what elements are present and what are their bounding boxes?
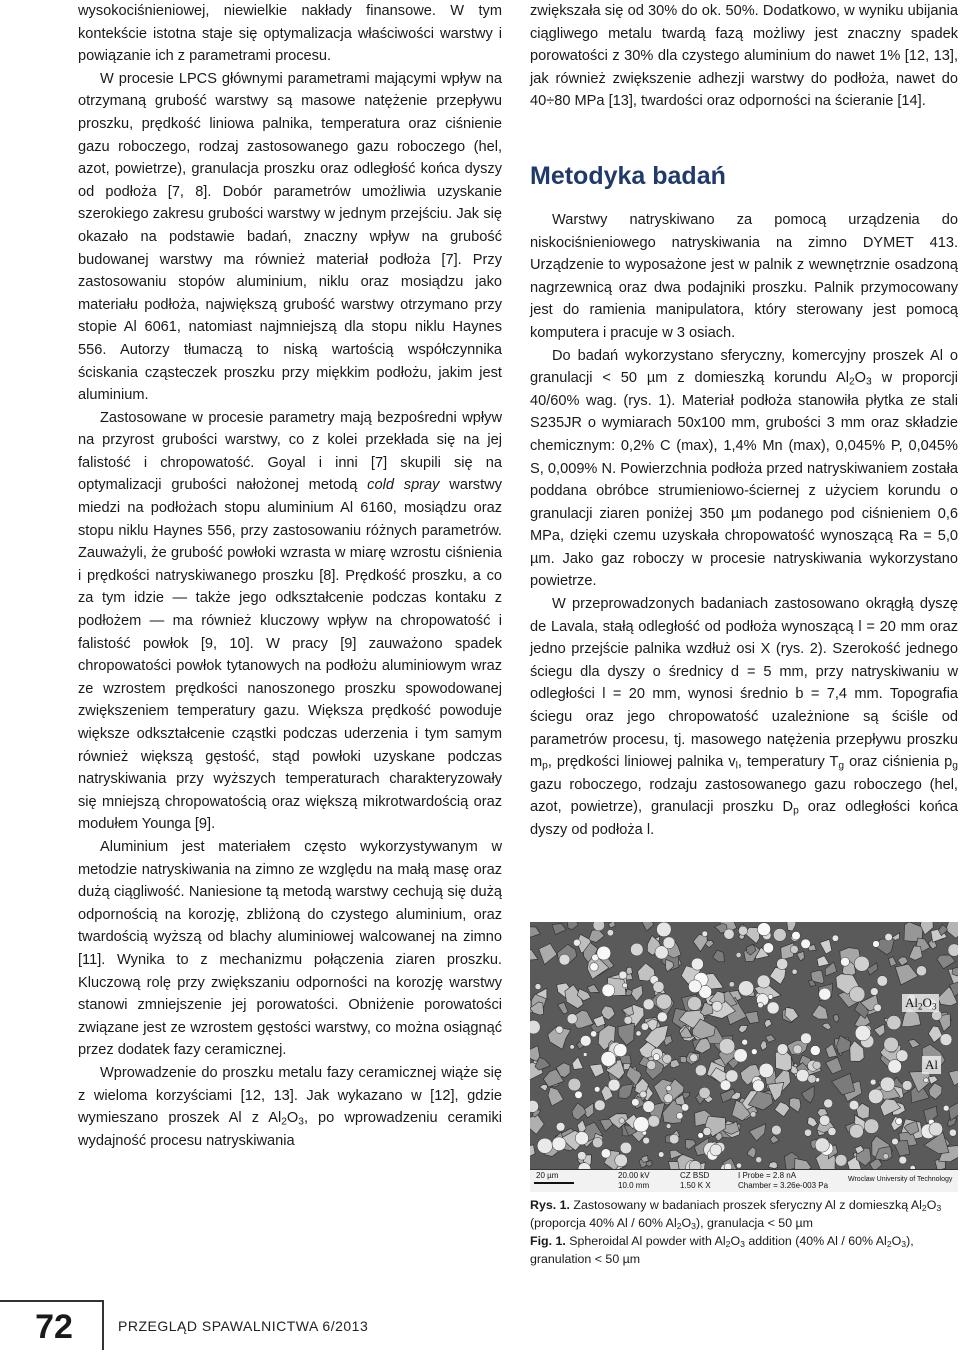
al-sphere	[763, 943, 773, 953]
detector-value: CZ BSD	[680, 1171, 710, 1180]
al-sphere	[924, 1078, 929, 1083]
al-sphere	[916, 966, 926, 976]
al-sphere	[658, 1152, 664, 1158]
al-sphere	[575, 1132, 588, 1145]
al-sphere	[854, 956, 869, 971]
section-heading: Metodyka badań	[530, 161, 726, 190]
al-sphere	[703, 1127, 711, 1135]
al-sphere	[607, 930, 613, 936]
al-sphere	[940, 1034, 952, 1046]
al-sphere	[619, 1118, 625, 1124]
al-sphere	[929, 1122, 943, 1136]
al-sphere	[868, 1089, 883, 1104]
al-sphere	[896, 1118, 903, 1125]
chamber-value: Chamber = 3.26e-003 Pa	[738, 1181, 829, 1190]
mag-value: 1.50 K X	[680, 1181, 711, 1190]
al-sphere	[666, 1085, 672, 1091]
al-sphere	[885, 933, 893, 941]
journal-name: PRZEGLĄD SPAWALNICTWA 6/2013	[118, 1318, 369, 1334]
wd-value: 10.0 mm	[618, 1181, 650, 1190]
al-sphere	[712, 1001, 722, 1011]
al-sphere	[772, 1125, 782, 1135]
al-sphere	[634, 1117, 649, 1132]
al-sphere	[724, 929, 734, 939]
al-sphere	[864, 1119, 879, 1134]
al-sphere	[756, 1157, 762, 1163]
al-sphere	[819, 988, 831, 1000]
al-sphere	[815, 1138, 829, 1152]
caption-en: Fig. 1. Spheroidal Al powder with $Al_2O_3$ addition (40% Al / 60% $Al_2O_3$), granulation < 50 µm	[530, 1234, 914, 1266]
al-sphere	[537, 1138, 552, 1153]
al-sphere	[664, 1094, 673, 1103]
al-sphere	[777, 958, 788, 969]
al-sphere	[575, 1091, 583, 1099]
paragraph: wysokociśnieniowej, niewielkie nakłady finansowe. W tym kontekście istotna staje się optymalizacja właściwości warstwy i powiązanie ich z parametrami procesu.	[78, 3, 502, 65]
al-sphere	[738, 981, 753, 996]
al-sphere	[777, 1044, 788, 1055]
al-sphere	[896, 1050, 908, 1062]
al-sphere	[636, 1031, 641, 1036]
al-sphere	[899, 1156, 907, 1164]
al-sphere	[883, 1154, 889, 1160]
scale-bar-label: 20 µm	[536, 1171, 559, 1180]
al-sphere	[602, 984, 615, 997]
label-al2o3: $Al_2O_3$	[902, 994, 939, 1012]
al-sphere	[855, 1025, 871, 1041]
al-sphere	[792, 931, 801, 940]
al-sphere	[590, 963, 598, 971]
al-sphere	[773, 928, 786, 941]
al-sphere	[884, 1037, 899, 1052]
al-sphere	[666, 1124, 671, 1129]
al-sphere	[656, 994, 671, 1009]
al-sphere	[736, 1163, 741, 1168]
al-sphere	[832, 935, 838, 941]
al-sphere	[624, 1016, 632, 1024]
sem-micrograph	[530, 922, 958, 1192]
al-sphere	[870, 1079, 876, 1085]
page-number: 72	[0, 1300, 104, 1350]
al-sphere	[849, 1100, 859, 1110]
right-column	[530, 0, 958, 842]
al-sphere	[819, 1115, 829, 1125]
al-sphere	[663, 937, 675, 949]
al-sphere	[619, 971, 627, 979]
paragraph: zwiększała się od 30% do ok. 50%. Dodatkowo, w wyniku ubijania ciągliwego metalu twardą fazą możliwy jest znaczny spadek porowatości z 30% dla czystego aluminium do nawet 1% [12, 13], jak również zwiększenie adhezji warstwy do podłoża, nawet do 40÷80 MPa [13], twardości oraz odporności na ścieranie [14].	[530, 3, 958, 110]
al-sphere	[835, 1154, 847, 1166]
al-sphere	[559, 954, 570, 965]
al-sphere	[643, 999, 654, 1010]
al-sphere	[601, 1149, 610, 1158]
hv-value: 20.00 kV	[618, 1171, 650, 1180]
probe-value: I Probe = 2.8 nA	[738, 1171, 797, 1180]
al-sphere	[753, 1080, 765, 1092]
al-sphere	[552, 1137, 566, 1151]
al-sphere	[751, 1049, 757, 1055]
al-sphere	[702, 931, 708, 937]
al-sphere	[676, 1113, 683, 1120]
al-sphere	[810, 1046, 820, 1056]
al-sphere	[801, 939, 811, 949]
paragraph: Zastosowane w procesie parametry mają bezpośredni wpływ na przyrost grubości warstwy, co z kolei przekłada się na jej falistość i chropowatość. Goyal i inni [7] skupili się na optymalizacji grubości nałożonej metodą cold spray warstwy miedzi na podłożach stopu aluminium Al 6160, mosiądzu oraz stopu niklu Haynes 556, przy zastosowaniu różnych parametrów. Zauważyli, że grubość powłoki wzrasta w miarę wzrostu ciśnienia i prędkości natryskiwanego proszku [8]. Prędkość proszku, a co za tym idzie — także jego odkształcenie podczas kontaku z podłożem — ma również kluczowy wpływ na chropowatość i falistość powłok [9, 10]. W pracy [9] zauważono spadek chropowatości powłok tytanowych na podłożu aluminiowym wraz ze wzrostem prędkości nanoszonego proszku spowodowanej zwiększeniem temperatury gazu. Większa prędkość powoduje większe odkształcenie cząstki podczas uderzenia i tym samym również większą gęstość, stąd powłoki uzyskane podczas natryskiwania przy wyższych temperaturach charakteryzowały się mniejszą chropowatością oraz większą mikrotwardością oraz modułem Younga [9].	[78, 409, 502, 833]
al-sphere	[793, 1045, 802, 1054]
al-sphere	[648, 1115, 660, 1127]
alumina-fragment	[680, 1056, 687, 1063]
al-sphere	[630, 943, 643, 956]
al-sphere	[757, 923, 770, 936]
al-sphere	[892, 1138, 899, 1145]
institution: Wroclaw University of Technology	[848, 1176, 953, 1183]
al-sphere	[729, 982, 734, 987]
al-sphere	[796, 1069, 809, 1082]
al-sphere	[887, 1015, 901, 1029]
al-sphere	[653, 1054, 660, 1061]
al-sphere	[880, 1077, 895, 1092]
al-sphere	[695, 1065, 706, 1076]
al-sphere	[949, 1129, 956, 1136]
al-sphere	[742, 1039, 748, 1045]
al-sphere	[792, 969, 797, 974]
label-al: Al	[922, 1056, 941, 1074]
al-sphere	[849, 987, 865, 1003]
al-sphere	[873, 941, 880, 948]
figure-caption	[530, 1196, 960, 1268]
al-sphere	[902, 1081, 912, 1091]
al-sphere	[556, 1122, 565, 1131]
al-sphere	[710, 1144, 722, 1156]
al-sphere	[801, 1033, 812, 1044]
al-sphere	[690, 1054, 698, 1062]
alumina-fragment	[769, 1162, 778, 1169]
al-sphere	[767, 1002, 779, 1014]
al-sphere	[591, 1031, 597, 1037]
al-sphere	[640, 1091, 647, 1098]
al-sphere	[759, 1063, 774, 1078]
al-sphere	[593, 922, 605, 931]
al-sphere	[568, 1078, 581, 1091]
al-sphere	[828, 1127, 836, 1135]
caption-pl: Rys. 1. Zastosowany w badaniach proszek sferyczny Al z domieszką $Al_2O_3$ (proporcja 40% Al / 60% $Al_2O_3$), granulacja < 50 µm	[530, 1198, 942, 1232]
al-sphere	[824, 1099, 833, 1108]
al-sphere	[643, 1101, 655, 1113]
al-sphere	[615, 1154, 628, 1167]
al-sphere	[620, 1142, 632, 1154]
al-sphere	[804, 1129, 811, 1136]
paragraph: W procesie LPCS głównymi parametrami mającymi wpływ na otrzymaną grubość warstwy są masowe natężenie przepływu proszku, prędkość liniowa palnika, temperatura oraz ciśnienie gazu roboczego, rodzaj zastosowanego gazu roboczego (hel, azot, powietrze), granulacja proszku oraz odległość końca dyszy od podłoża [7, 8]. Dobór parametrów umożliwia uzyskanie szerokiego zakresu grubości warstwy w jednym przejściu. Jak się okazało na podstawie badań, znaczny wpływ na grubość budowanej warstwy ma również materiał podłoża [7]. Przy zastosowaniu stopów aluminium, niklu oraz mosiądzu jako materiału podłoża, największą grubość warstwy otrzymano przy stopie Al 6061, natomiast najmniejszą dla stopu niklu Haynes 556. Autorzy tłumaczą to niską wartością współczynnika ściskania cząsteczek proszku przy miękkim podłożu, jakim jest aluminium.	[78, 70, 502, 404]
al-sphere	[698, 1133, 704, 1139]
al-sphere	[750, 1112, 756, 1118]
al-sphere	[657, 1012, 667, 1022]
al-sphere	[663, 1054, 672, 1063]
al-sphere	[719, 1038, 735, 1054]
al-sphere	[681, 1104, 688, 1111]
al-sphere	[657, 922, 672, 937]
al-sphere	[948, 944, 958, 957]
al-sphere	[808, 1075, 816, 1083]
al-sphere	[653, 981, 664, 992]
al-sphere	[578, 1152, 587, 1161]
al-sphere	[580, 1035, 591, 1046]
al-sphere	[877, 976, 888, 987]
al-sphere	[734, 1049, 748, 1063]
al-sphere	[720, 1080, 731, 1091]
emphasis: cold spray	[367, 477, 440, 494]
al-sphere	[870, 988, 878, 996]
al-sphere	[841, 957, 850, 966]
al-sphere	[641, 1023, 648, 1030]
al-sphere	[688, 980, 701, 993]
al-sphere	[736, 952, 741, 957]
al-sphere	[699, 1087, 710, 1098]
paragraph: Aluminium jest materiałem często wykorzystywanym w metodzie natryskiwania na zimno ze względu na małą masę oraz dużą ciągliwość. Naniesione tą metodą warstwy cechują się dużą odpornością na korozję, zbliżoną do czystego aluminium, oraz twardością wyższą od blachy aluminiowej walcowanej na zimno [11]. Wynika to z mechanizmu połączenia ziaren proszku. Kluczową rolę przy zwiększaniu odporności na korozję warstwy stanowi zmniejszenie jej porowatości. Obniżenie porowatości związane jest ze wzrostem gęstości warstwy, co można osiągnąć przez dodatek fazy ceramicznej.	[78, 838, 502, 1059]
al-sphere	[768, 994, 773, 999]
al-sphere	[647, 1061, 656, 1070]
paragraph: W przeprowadzonych badaniach zastosowano okrągłą dyszę de Lavala, stałą odległość od podłoża wynoszącą l = 20 mm oraz jedno przejście palnika wzdłuż osi X (rys. 2). Szerokość jednego ściegu dla dyszy o średnicy d = 5 mm, przy natryskiwaniu w odległości l = 20 mm, wynosi średnio b = 7,4 mm. Topografia ściegu oraz jego chropowatość uzależnione są ściśle od parametrów procesu, tj. masowego natężenia przepływu proszku $m_p$, prędkości liniowej palnika $v_l$, temperatury $T_g$ oraz ciśnienia $p_g$ gazu roboczego, rodzaju zastosowanego gazu roboczego (hel, azot, powietrze), granulacji proszku $D_p$ oraz odległości końca dyszy od podłoża l.	[530, 596, 958, 838]
paragraph: Wprowadzenie do proszku metalu fazy ceramicznej wiąże się z wieloma korzyściami [12, 13]. Jak wykazano w [12], gdzie wymieszano proszek Al z $Al_2O_3$, po wprowadzeniu ceramiki wydajność procesu natryskiwania	[78, 1064, 502, 1149]
al-sphere	[601, 1051, 616, 1066]
al-sphere	[594, 1100, 605, 1111]
sem-particles	[530, 922, 958, 1170]
al-sphere	[583, 1053, 587, 1057]
al-sphere	[874, 1004, 882, 1012]
sem-info-bar	[530, 1169, 958, 1192]
al-sphere	[592, 1137, 602, 1147]
al-sphere	[738, 926, 747, 935]
al-sphere	[622, 983, 627, 988]
al-sphere	[608, 1079, 620, 1091]
al-sphere	[535, 984, 541, 990]
al-sphere	[688, 997, 702, 1011]
al-sphere	[813, 1061, 821, 1069]
scale-bar	[534, 1182, 574, 1184]
al-sphere	[573, 939, 580, 946]
al-sphere	[632, 1099, 640, 1107]
al-sphere	[570, 1045, 574, 1049]
al-sphere	[850, 1124, 864, 1138]
al-sphere	[888, 1060, 902, 1074]
left-column	[78, 0, 502, 1152]
al-sphere	[943, 1105, 949, 1111]
al-sphere	[614, 1044, 627, 1057]
al-sphere	[567, 1014, 577, 1024]
al-sphere	[597, 946, 611, 960]
al-sphere	[669, 1134, 679, 1144]
paragraph: Do badań wykorzystano sferyczny, komercyjny proszek Al o granulacji < 50 µm z domieszką korundu $Al_2O_3$ w proporcji 40/60% wag. (rys. 1). Materiał podłoża stanowiła płytka ze stali S235JR o wymiarach 50x100 mm, grubości 3 mm oraz składzie chemicznym: 0,2% C (max), 1,4% Mn (max), 0,045% P, 0,045% S, 0,009% N. Powierzchnia podłoża przed natryskiwaniem została poddana obróbce strumieniowo-ściernej z użyciem korundu o granulacji ziaren poniżej 350 µm podanego pod ciśnieniem 0,6 MPa, dzięki czemu uzyskała chropowatość wynoszącą Ra = 5,0 µm. Jako gaz roboczy w procesie natryskiwania wykorzystano powietrze.	[530, 347, 958, 590]
al-sphere	[643, 1137, 650, 1144]
al-sphere	[594, 1087, 600, 1093]
al-sphere	[790, 945, 798, 953]
al-sphere	[691, 958, 703, 970]
paragraph: Warstwy natryskiwano za pomocą urządzenia do niskociśnieniowego natryskiwania na zimno DYMET 413. Urządzenie to wyposażone jest w palnik z wewnętrznie osadzoną nagrzewnicą oraz dwa podajniki proszku. Palnik przymocowany jest do ramienia manipulatora, który sterowany jest pomocą komputera i pracuje w 3 osiach.	[530, 211, 958, 341]
al-sphere	[758, 1002, 764, 1008]
al-sphere	[757, 975, 770, 988]
al-sphere	[556, 1026, 563, 1033]
